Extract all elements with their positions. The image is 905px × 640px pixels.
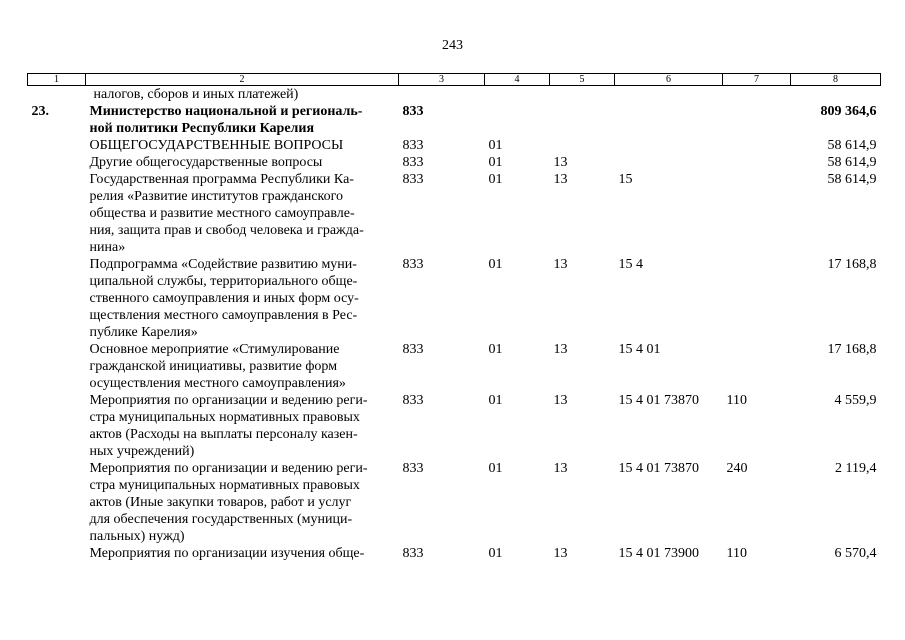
table-row xyxy=(28,103,881,137)
admin-code: 833 xyxy=(402,393,424,408)
row-number xyxy=(28,545,86,562)
amount: 58 614,9 xyxy=(827,138,877,153)
continuation-row xyxy=(28,86,881,104)
row-number xyxy=(28,137,86,154)
continuation-text: налогов, сборов и иных платежей) xyxy=(93,87,299,102)
table-row xyxy=(28,341,881,392)
section-code: 01 xyxy=(488,546,503,561)
admin-code: 833 xyxy=(402,546,424,561)
row-name: Подпрограмма «Содействие развитию муни- ципальной службы, территориального обще- ственного самоуправления и иных форм осу- ществления местного самоуправления в Рес- публике Карелия» xyxy=(89,257,359,340)
table-row xyxy=(28,256,881,341)
admin-code: 833 xyxy=(402,342,424,357)
subsection-code xyxy=(550,103,615,137)
admin-code: 833 xyxy=(402,155,424,170)
table-row xyxy=(28,545,881,562)
column-header: 2 xyxy=(86,74,399,86)
row-name: Государственная программа Республики Ка- релия «Развитие институтов гражданского общества и развитие местного самоуправле- ния, защита прав и свобод человека и гражда- нина» xyxy=(89,172,364,255)
column-header: 6 xyxy=(615,74,723,86)
admin-code: 833 xyxy=(402,172,424,187)
subsection-code: 13 xyxy=(553,546,568,561)
budget-table xyxy=(27,73,881,562)
amount: 17 168,8 xyxy=(827,342,877,357)
row-name: Министерство национальной и региональ- ной политики Республики Карелия xyxy=(89,104,363,136)
subsection-code: 13 xyxy=(553,155,568,170)
target-article-code xyxy=(615,137,723,154)
admin-code: 833 xyxy=(402,257,424,272)
row-name: Мероприятия по организации изучения обще- xyxy=(89,546,365,561)
row-number xyxy=(28,171,86,256)
table-row xyxy=(28,171,881,256)
subsection-code: 13 xyxy=(553,172,568,187)
expense-type-code xyxy=(723,341,791,392)
expense-type-code xyxy=(723,171,791,256)
amount: 17 168,8 xyxy=(827,257,877,272)
row-name: Мероприятия по организации и ведению реги- стра муниципальных нормативных правовых актов (Иные закупки товаров, работ и услуг для обеспечения государственных (муници- пальных) нужд) xyxy=(89,461,368,544)
target-article-code xyxy=(615,103,723,137)
expense-type-code: 110 xyxy=(726,393,747,408)
table-row xyxy=(28,460,881,545)
row-number xyxy=(28,460,86,545)
section-code: 01 xyxy=(488,172,503,187)
row-name: Другие общегосударственные вопросы xyxy=(89,155,323,170)
column-header: 1 xyxy=(28,74,86,86)
column-number-row xyxy=(28,74,881,86)
section-code: 01 xyxy=(488,461,503,476)
amount: 809 364,6 xyxy=(820,104,877,119)
amount: 6 570,4 xyxy=(834,546,877,561)
target-article-code: 15 4 01 73870 xyxy=(618,393,699,408)
target-article-code: 15 4 01 73900 xyxy=(618,546,699,561)
amount: 58 614,9 xyxy=(827,155,877,170)
row-number xyxy=(28,256,86,341)
admin-code: 833 xyxy=(402,138,424,153)
table-row xyxy=(28,392,881,460)
column-header: 8 xyxy=(791,74,881,86)
row-name: Мероприятия по организации и ведению реги- стра муниципальных нормативных правовых актов (Расходы на выплаты персоналу казен- ных учреждений) xyxy=(89,393,368,459)
row-name: Основное мероприятие «Стимулирование гражданской инициативы, развитие форм осуществления местного самоуправления» xyxy=(89,342,346,391)
column-header: 7 xyxy=(723,74,791,86)
section-code: 01 xyxy=(488,257,503,272)
section-code: 01 xyxy=(488,342,503,357)
row-number xyxy=(28,392,86,460)
expense-type-code: 110 xyxy=(726,546,747,561)
row-number: 23. xyxy=(31,104,49,119)
target-article-code xyxy=(615,154,723,171)
expense-type-code: 240 xyxy=(726,461,748,476)
subsection-code: 13 xyxy=(553,257,568,272)
target-article-code: 15 4 01 73870 xyxy=(618,461,699,476)
section-code: 01 xyxy=(488,393,503,408)
section-code: 01 xyxy=(488,138,503,153)
row-name: ОБЩЕГОСУДАРСТВЕННЫЕ ВОПРОСЫ xyxy=(89,138,344,153)
amount: 4 559,9 xyxy=(834,393,877,408)
admin-code: 833 xyxy=(402,461,424,476)
column-header: 4 xyxy=(485,74,550,86)
subsection-code: 13 xyxy=(553,461,568,476)
column-header: 3 xyxy=(399,74,485,86)
section-code xyxy=(485,103,550,137)
amount: 2 119,4 xyxy=(835,461,877,476)
target-article-code: 15 xyxy=(618,172,633,187)
admin-code: 833 xyxy=(402,104,424,119)
expense-type-code xyxy=(723,154,791,171)
subsection-code: 13 xyxy=(553,393,568,408)
table-row xyxy=(28,154,881,171)
subsection-code: 13 xyxy=(553,342,568,357)
row-number xyxy=(28,341,86,392)
column-header: 5 xyxy=(550,74,615,86)
expense-type-code xyxy=(723,137,791,154)
expense-type-code xyxy=(723,103,791,137)
amount: 58 614,9 xyxy=(827,172,877,187)
subsection-code xyxy=(550,137,615,154)
table-row xyxy=(28,137,881,154)
section-code: 01 xyxy=(488,155,503,170)
expense-type-code xyxy=(723,256,791,341)
target-article-code: 15 4 xyxy=(618,257,643,272)
page-number: 243 xyxy=(442,38,463,53)
target-article-code: 15 4 01 xyxy=(618,342,661,357)
row-number xyxy=(28,154,86,171)
